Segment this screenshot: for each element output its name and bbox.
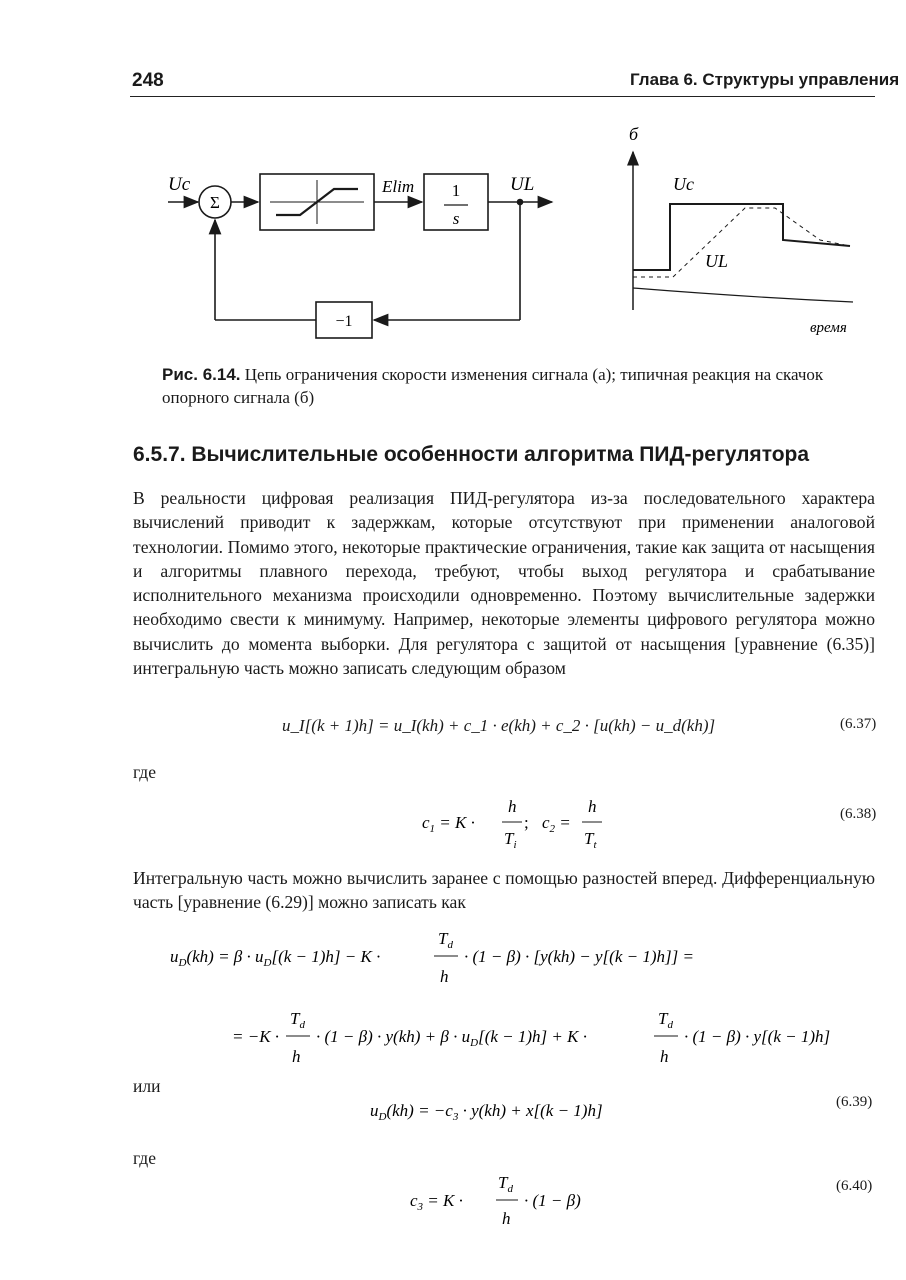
integrator-numerator: 1 bbox=[451, 181, 461, 200]
integrator-denominator: s bbox=[452, 209, 460, 228]
equation-derivative-part bbox=[170, 920, 870, 1070]
equation-6-37: u_I[(k + 1)h] = u_I(kh) + c_1 · e(kh) + c_2 · [u(kh) − u_d(kh)] bbox=[282, 716, 716, 735]
svg-text:h: h bbox=[588, 797, 597, 816]
input-label: Uc bbox=[168, 174, 191, 195]
svg-text:Tt: $T_t$ bbox=[584, 829, 597, 851]
page-number: 248 bbox=[132, 70, 164, 91]
svg-text:· (1 − β) · y[(k − 1)h]: · (1 − β) · y[(k − 1)h] bbox=[684, 1027, 831, 1046]
svg-text:Ti: $T_i$ bbox=[504, 829, 517, 851]
output-label: UL bbox=[510, 174, 535, 195]
svg-text:· (1 − β): · (1 − β) bbox=[524, 1191, 581, 1210]
svg-text:Td: $T_d$ bbox=[290, 1009, 305, 1031]
uc-curve-label: Uc bbox=[673, 174, 694, 194]
svg-text:Td: $T_d$ bbox=[498, 1173, 513, 1195]
equation-number-6-38: (6.38) bbox=[840, 806, 877, 822]
header-rule bbox=[130, 96, 875, 97]
paragraph-2: Интегральную часть можно вычислить заранее с помощью разностей вперед. Дифференциальную часть [уравнение (6.29)] можно записать как bbox=[133, 868, 875, 913]
svg-text:h: h bbox=[502, 1209, 511, 1228]
svg-text:h: h bbox=[440, 967, 449, 986]
equation-number-6-40: (6.40) bbox=[836, 1178, 873, 1194]
equation-number-6-37: (6.37) bbox=[840, 716, 877, 732]
svg-text:uD(kh) = −c3 · y(kh) + x[(k −: $u_D(kh) = -c_3 \cdot y(kh) + x[(k - 1)h]$ bbox=[370, 1101, 603, 1123]
figure-caption bbox=[162, 363, 872, 409]
panel-label: б bbox=[629, 124, 639, 144]
svg-text:h: h bbox=[660, 1047, 669, 1066]
caption-text: Цепь ограничения скорости изменения сигнала (а); типичная реакция на скачок опорного сигнала (б) bbox=[162, 365, 824, 407]
svg-text:= −K ·: = −K · bbox=[232, 1027, 280, 1046]
equation-6-40 bbox=[410, 1166, 630, 1230]
svg-text:Td: $T_d$ bbox=[658, 1009, 673, 1031]
svg-text:· (1 − β) · y(kh) + β · uD[(k: · $(1 - \beta) \cdot y(kh) + \beta \cdot u_D[(k - 1)h] + K$ · bbox=[316, 1027, 587, 1049]
svg-text:;: ; bbox=[524, 813, 529, 832]
rate-limiter-diagram bbox=[160, 150, 580, 340]
or-word: или bbox=[133, 1076, 161, 1096]
elim-label: Elim bbox=[382, 177, 415, 196]
feedback-gain-label: −1 bbox=[335, 313, 353, 330]
caption-label: Рис. 6.14. bbox=[162, 365, 241, 384]
svg-text:h: h bbox=[292, 1047, 301, 1066]
ul-curve-label: UL bbox=[705, 251, 729, 271]
svg-text:h: h bbox=[508, 797, 517, 816]
equation-6-38 bbox=[420, 790, 620, 854]
svg-text:Td: $T_d$ bbox=[438, 929, 453, 951]
paragraph-1: В реальности цифровая реализация ПИД-регулятора из-за последовательного характера вычислений приводит к задержкам, которые отсутствуют при применении аналоговой технологии. Помимо этого, некоторые практические ограничения, такие как защита от насыщения и алгоритмы плавного перехода, требуют, чтобы выход регулятора и срабатывание исполнительного механизма происходили одновременно. Поэтому вычислительные задержки необходимо свести к минимуму. Например, некоторые элементы цифрового регулятора можно вычислить до момента выборки. Для регулятора с защитой от насыщения [уравнение (6.35)] интегральную часть можно записать следующим образом bbox=[133, 488, 875, 679]
equation-number-6-39: (6.39) bbox=[836, 1094, 873, 1110]
svg-text:· (1 − β) · [y(kh) − y[(k − 1): · (1 − β) · [y(kh) − y[(k − 1)h]] = bbox=[464, 947, 694, 966]
step-response-plot bbox=[605, 122, 875, 342]
where-word-1: где bbox=[133, 762, 156, 782]
sum-symbol: Σ bbox=[210, 193, 220, 212]
svg-text:uD(kh) = β · uD[(k − 1)h] − K: $u_D(kh) = \beta \cdot u_D[(k - 1)h] - K$ · bbox=[170, 947, 381, 969]
svg-text:c3 = K ·: $c_3 = K$ · bbox=[410, 1191, 463, 1213]
section-heading: 6.5.7. Вычислительные особенности алгоритма ПИД-регулятора bbox=[133, 443, 810, 466]
time-axis-label: время bbox=[810, 320, 847, 336]
running-head: Глава 6. Структуры управления bbox=[630, 70, 900, 89]
where-word-2: где bbox=[133, 1148, 156, 1168]
equation-6-39 bbox=[370, 1092, 690, 1126]
svg-text:c1 = K ·: $c_1 = K$ · bbox=[422, 813, 475, 835]
svg-text:c2 =: $c_2$ = bbox=[542, 813, 571, 835]
